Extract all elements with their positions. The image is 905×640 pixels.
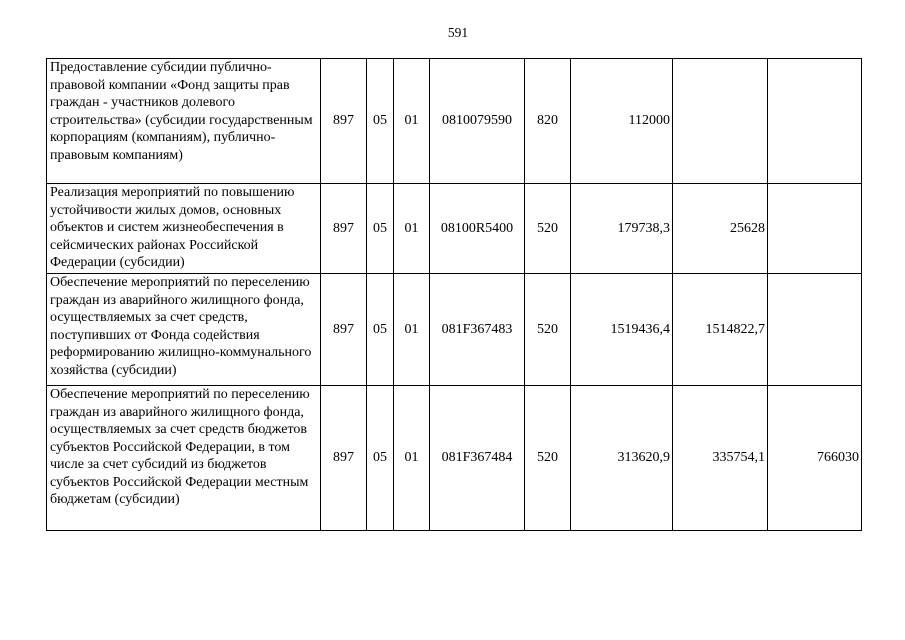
description-line: числе за счет субсидий из бюджетов <box>50 457 267 472</box>
target-article-cell: 08100R5400 <box>430 184 525 274</box>
expense-type-cell: 520 <box>525 386 571 531</box>
subsection-code-cell: 01 <box>394 59 430 184</box>
description-line: бюджетам (субсидии) <box>50 492 180 507</box>
description-line: граждан из аварийного жилищного фонда, <box>50 292 304 308</box>
amount-1-cell: 179738,3 <box>571 184 673 274</box>
description-cell <box>47 386 321 531</box>
description-line: поступивших от Фонда содействия <box>50 327 260 343</box>
expense-type-cell: 520 <box>525 274 571 386</box>
amount-3-cell <box>768 274 862 386</box>
description-line: субъектов Российской Федерации местным <box>50 474 309 490</box>
page-number: 591 <box>447 25 469 40</box>
description-line: осуществляемых за счет средств бюджетов <box>50 422 307 437</box>
section-code-cell: 05 <box>367 386 394 531</box>
description-cell <box>47 59 321 184</box>
amount-1-cell: 313620,9 <box>571 386 673 531</box>
amount-1-cell: 112000 <box>571 59 673 184</box>
description-cell <box>47 184 321 274</box>
table-row <box>47 59 862 184</box>
department-code-cell: 897 <box>321 274 367 386</box>
subsection-code-cell: 01 <box>394 184 430 274</box>
description-line: Предоставление субсидии публично- <box>50 60 272 75</box>
target-article-cell: 081F367483 <box>430 274 525 386</box>
subsection-code-cell: 01 <box>394 274 430 386</box>
description-line: граждан - участников долевого <box>50 95 235 110</box>
description-line: корпорациям (компаниям), публично- <box>50 130 276 145</box>
table-row <box>47 386 862 531</box>
description-line: субъектов Российской Федерации, в том <box>50 439 290 455</box>
department-code-cell: 897 <box>321 386 367 531</box>
department-code-cell: 897 <box>321 59 367 184</box>
amount-2-cell <box>673 59 768 184</box>
description-line: граждан из аварийного жилищного фонда, <box>50 404 304 420</box>
description-line: Федерации (субсидии) <box>50 255 185 270</box>
description-line: правовой компании «Фонд защиты прав <box>50 77 290 93</box>
description-line: осуществляемых за счет средств, <box>50 310 248 325</box>
amount-1-cell: 1519436,4 <box>571 274 673 386</box>
amount-3-cell: 766030 <box>768 386 862 531</box>
description-line: объектов и систем жизнеобеспечения в <box>50 220 284 235</box>
section-code-cell: 05 <box>367 274 394 386</box>
description-line: строительства» (субсидии государственным <box>50 112 313 128</box>
expense-type-cell: 820 <box>525 59 571 184</box>
budget-table <box>46 58 862 531</box>
amount-3-cell <box>768 184 862 274</box>
amount-2-cell: 25628 <box>673 184 768 274</box>
description-cell <box>47 274 321 386</box>
description-line: реформированию жилищно-коммунального <box>50 345 312 360</box>
target-article-cell: 081F367484 <box>430 386 525 531</box>
description-line: правовым компаниям) <box>50 147 183 163</box>
description-line: Реализация мероприятий по повышению <box>50 185 295 200</box>
amount-2-cell: 1514822,7 <box>673 274 768 386</box>
description-line: устойчивости жилых домов, основных <box>50 202 282 218</box>
amount-2-cell: 335754,1 <box>673 386 768 531</box>
description-line: сейсмических районах Российской <box>50 237 259 253</box>
section-code-cell: 05 <box>367 184 394 274</box>
department-code-cell: 897 <box>321 184 367 274</box>
description-line: Обеспечение мероприятий по переселению <box>50 275 310 290</box>
expense-type-cell: 520 <box>525 184 571 274</box>
amount-3-cell <box>768 59 862 184</box>
target-article-cell: 0810079590 <box>430 59 525 184</box>
section-code-cell: 05 <box>367 59 394 184</box>
description-line: Обеспечение мероприятий по переселению <box>50 387 310 402</box>
table-row <box>47 184 862 274</box>
table-row <box>47 274 862 386</box>
subsection-code-cell: 01 <box>394 386 430 531</box>
description-line: хозяйства (субсидии) <box>50 362 177 378</box>
